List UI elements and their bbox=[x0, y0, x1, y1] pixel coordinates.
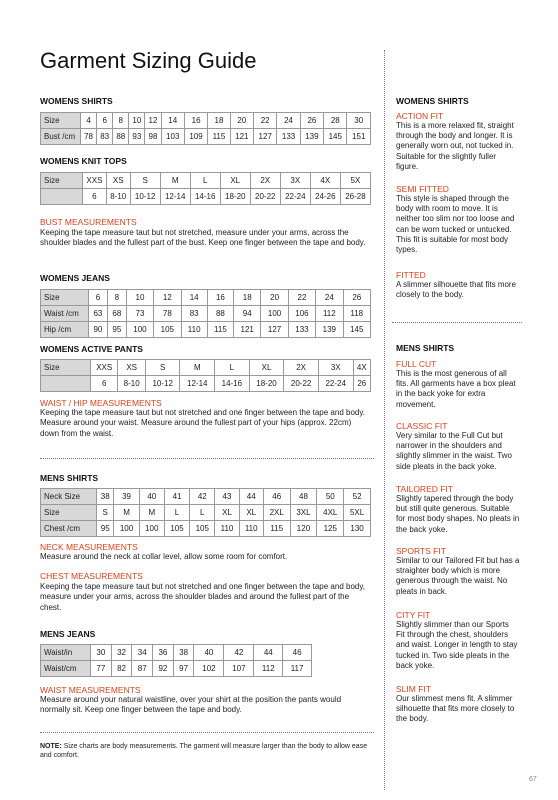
fit-text: Slightly tapered through the body but still quite generous. Suitable for most body shapes. No pleats in the back yoke. bbox=[396, 494, 520, 534]
row-label: Waist /cm bbox=[41, 306, 89, 322]
table-cell: 38 bbox=[97, 489, 114, 505]
right-womens-heading: WOMENS SHIRTS bbox=[396, 96, 469, 106]
fit-name: FITTED bbox=[396, 270, 426, 280]
table-cell: 20-22 bbox=[250, 189, 280, 205]
page-title: Garment Sizing Guide bbox=[40, 48, 257, 73]
table-cell: 10 bbox=[129, 113, 145, 129]
table-cell: 100 bbox=[261, 306, 288, 322]
table-cell: 14-16 bbox=[215, 376, 250, 392]
table-cell: 105 bbox=[190, 521, 215, 537]
table-cell: 8-10 bbox=[118, 376, 145, 392]
womens-knit-heading: WOMENS KNIT TOPS bbox=[40, 156, 127, 166]
table-cell: 14 bbox=[161, 113, 184, 129]
womens-shirts-table bbox=[40, 112, 371, 145]
womens-active-table bbox=[40, 359, 371, 392]
fit-description bbox=[396, 184, 520, 255]
table-cell: 100 bbox=[126, 322, 153, 338]
table-cell: 3XL bbox=[290, 505, 317, 521]
fit-name: ACTION FIT bbox=[396, 111, 444, 121]
table-cell: 82 bbox=[111, 661, 132, 677]
waist-measurements-heading: WAIST MEASUREMENTS bbox=[40, 685, 141, 695]
bust-measurements-text: Keeping the tape measure taut but not stretched, measure under your arms, across the shoulder blades and the fullest part of the bust. Keep one finger between the tape and body. bbox=[40, 228, 366, 248]
table-row bbox=[41, 306, 371, 322]
table-cell: 73 bbox=[126, 306, 153, 322]
bust-measurements-heading: BUST MEASUREMENTS bbox=[40, 217, 137, 227]
table-cell: 102 bbox=[194, 661, 224, 677]
table-cell: XXS bbox=[83, 173, 107, 189]
row-label: Chest /cm bbox=[41, 521, 97, 537]
row-label bbox=[41, 189, 83, 205]
fit-text: Very similar to the Full Cut but narrower in the shoulders and slightly slimmer in the waist. Two side pleats in the back yoke. bbox=[396, 431, 512, 471]
table-cell: 50 bbox=[317, 489, 344, 505]
table-cell: 16 bbox=[184, 113, 207, 129]
row-label: Neck Size bbox=[41, 489, 97, 505]
table-cell: 145 bbox=[324, 129, 347, 145]
womens-jeans-table bbox=[40, 289, 371, 338]
table-cell: 6 bbox=[91, 376, 118, 392]
table-cell: XL bbox=[215, 505, 239, 521]
table-cell: 95 bbox=[107, 322, 126, 338]
chest-measurements-heading: CHEST MEASUREMENTS bbox=[40, 571, 143, 581]
waist-hip-text: Keeping the tape measure taut but not stretched and one finger between the tape and body. Measure around your waist. Measure around the fullest part of your hips (approx. 22cm) down from the waist. bbox=[40, 408, 365, 438]
womens-jeans-heading: WOMENS JEANS bbox=[40, 273, 110, 283]
table-cell: 16 bbox=[207, 290, 233, 306]
row-label: Waist/in bbox=[41, 645, 91, 661]
row-label: Size bbox=[41, 113, 81, 129]
table-cell: 18-20 bbox=[249, 376, 284, 392]
table-cell: 78 bbox=[81, 129, 97, 145]
table-cell: 20 bbox=[230, 113, 253, 129]
table-cell: 125 bbox=[317, 521, 344, 537]
table-cell: 8-10 bbox=[106, 189, 130, 205]
table-cell: 4X bbox=[310, 173, 340, 189]
table-cell: 121 bbox=[230, 129, 253, 145]
table-cell: 6 bbox=[89, 290, 108, 306]
table-cell: 120 bbox=[290, 521, 317, 537]
table-row bbox=[41, 290, 371, 306]
table-cell: 105 bbox=[164, 521, 189, 537]
right-section-divider bbox=[392, 322, 522, 323]
table-cell: 38 bbox=[173, 645, 194, 661]
table-cell: 18 bbox=[234, 290, 261, 306]
right-mens-heading: MENS SHIRTS bbox=[396, 343, 455, 353]
waist-measurements-text: Measure around your natural waistline, over your shirt at the position the pants would normally sit. Keep one finger between the tape and body. bbox=[40, 695, 342, 715]
table-row bbox=[41, 489, 371, 505]
table-cell: 94 bbox=[234, 306, 261, 322]
table-cell: 127 bbox=[254, 129, 277, 145]
table-cell: 92 bbox=[153, 661, 174, 677]
table-cell: 4X bbox=[353, 360, 370, 376]
table-cell: 24-26 bbox=[310, 189, 340, 205]
womens-shirts-heading: WOMENS SHIRTS bbox=[40, 96, 113, 106]
table-cell: 12 bbox=[145, 113, 161, 129]
table-cell: 14 bbox=[181, 290, 207, 306]
table-cell: 110 bbox=[239, 521, 263, 537]
table-cell: M bbox=[180, 360, 215, 376]
table-cell: 30 bbox=[347, 113, 371, 129]
fit-description bbox=[396, 610, 520, 671]
table-cell: XL bbox=[249, 360, 284, 376]
table-cell: 26-28 bbox=[340, 189, 370, 205]
table-cell: 127 bbox=[261, 322, 288, 338]
table-row bbox=[41, 645, 312, 661]
fit-description bbox=[396, 359, 520, 410]
table-cell: 2XL bbox=[263, 505, 290, 521]
table-row bbox=[41, 322, 371, 338]
table-cell: 42 bbox=[190, 489, 215, 505]
table-cell: 4 bbox=[81, 113, 97, 129]
fit-name: SEMI FITTED bbox=[396, 184, 449, 194]
table-cell: 12-14 bbox=[160, 189, 190, 205]
table-cell: 112 bbox=[254, 661, 283, 677]
table-cell: 20-22 bbox=[284, 376, 319, 392]
table-cell: 44 bbox=[239, 489, 263, 505]
table-cell: M bbox=[160, 173, 190, 189]
table-cell: 115 bbox=[207, 322, 233, 338]
table-cell: 109 bbox=[184, 129, 207, 145]
table-cell: 100 bbox=[114, 521, 139, 537]
table-cell: 22-24 bbox=[318, 376, 353, 392]
table-cell: 100 bbox=[139, 521, 164, 537]
table-cell: 32 bbox=[111, 645, 132, 661]
table-cell: 118 bbox=[343, 306, 370, 322]
table-cell: 87 bbox=[132, 661, 153, 677]
table-cell: 40 bbox=[194, 645, 224, 661]
fit-name: SLIM FIT bbox=[396, 684, 431, 694]
table-cell: 48 bbox=[290, 489, 317, 505]
table-cell: 3X bbox=[318, 360, 353, 376]
row-label: Waist/cm bbox=[41, 661, 91, 677]
table-cell: 133 bbox=[288, 322, 315, 338]
table-cell: 133 bbox=[277, 129, 300, 145]
fit-name: TAILORED FIT bbox=[396, 484, 453, 494]
fit-text: This is a more relaxed fit, straight through the body and longer. It is generally worn out, not tucked in. Suitable for the slightly fuller figure. bbox=[396, 121, 514, 171]
table-row bbox=[41, 661, 312, 677]
table-row bbox=[41, 113, 371, 129]
section-divider bbox=[40, 458, 374, 459]
table-cell: 30 bbox=[91, 645, 112, 661]
page-number: 67 bbox=[529, 776, 537, 783]
fit-text: A slimmer silhouette that fits more closely to the body. bbox=[396, 280, 517, 300]
note-text: Size charts are body measurements. The garment will measure larger than the body to allow ease and comfort. bbox=[40, 743, 368, 759]
table-cell: 90 bbox=[89, 322, 108, 338]
fit-text: This style is shaped through the body with room to move. It is neither too slim nor too loose and can be worn tucked or untucked. This fit is suitable for most body types. bbox=[396, 194, 515, 255]
note bbox=[40, 742, 370, 760]
fit-description bbox=[396, 684, 520, 725]
table-cell: XXS bbox=[91, 360, 118, 376]
table-cell: L bbox=[190, 173, 220, 189]
fit-description bbox=[396, 111, 520, 172]
table-cell: S bbox=[130, 173, 160, 189]
table-cell: 36 bbox=[153, 645, 174, 661]
table-cell: S bbox=[97, 505, 114, 521]
table-cell: 43 bbox=[215, 489, 239, 505]
table-cell: 63 bbox=[89, 306, 108, 322]
table-cell: 46 bbox=[263, 489, 290, 505]
fit-name: CITY FIT bbox=[396, 610, 431, 620]
table-cell: 115 bbox=[263, 521, 290, 537]
table-cell: 26 bbox=[353, 376, 370, 392]
table-cell: 22-24 bbox=[280, 189, 310, 205]
table-cell: L bbox=[215, 360, 250, 376]
table-cell: 106 bbox=[288, 306, 315, 322]
table-cell: M bbox=[139, 505, 164, 521]
table-cell: 24 bbox=[316, 290, 343, 306]
table-cell: 93 bbox=[129, 129, 145, 145]
table-cell: 145 bbox=[343, 322, 370, 338]
table-cell: 28 bbox=[324, 113, 347, 129]
table-cell: 98 bbox=[145, 129, 161, 145]
row-label: Hip /cm bbox=[41, 322, 89, 338]
fit-description bbox=[396, 270, 520, 300]
table-cell: 2X bbox=[250, 173, 280, 189]
table-row bbox=[41, 376, 371, 392]
neck-measurements-heading: NECK MEASUREMENTS bbox=[40, 542, 138, 552]
table-cell: 2X bbox=[284, 360, 319, 376]
table-row bbox=[41, 505, 371, 521]
table-cell: 12 bbox=[154, 290, 181, 306]
table-cell: 5XL bbox=[344, 505, 371, 521]
mens-shirts-heading: MENS SHIRTS bbox=[40, 473, 99, 483]
chest-measurements-text: Keeping the tape measure taut but not stretched and one finger between the tape and body, measure under your arms, across the shoulder blades and around the fullest part of the chest. bbox=[40, 582, 365, 612]
note-divider bbox=[40, 732, 374, 733]
table-cell: 20 bbox=[261, 290, 288, 306]
table-cell: 107 bbox=[224, 661, 254, 677]
fit-description bbox=[396, 421, 520, 472]
table-cell: 77 bbox=[91, 661, 112, 677]
womens-knit-table bbox=[40, 172, 371, 205]
table-cell: 110 bbox=[181, 322, 207, 338]
table-cell: 40 bbox=[139, 489, 164, 505]
mens-jeans-table bbox=[40, 644, 312, 677]
table-cell: 44 bbox=[254, 645, 283, 661]
fit-text: Slightly slimmer than our Sports Fit through the chest, shoulders and waist. Longer in length to stay tucked in. Two side pleats in the back yoke. bbox=[396, 620, 518, 670]
table-cell: 139 bbox=[300, 129, 323, 145]
table-row bbox=[41, 521, 371, 537]
table-cell: 18-20 bbox=[220, 189, 250, 205]
table-cell: 110 bbox=[215, 521, 239, 537]
fit-text: Similar to our Tailored Fit but has a straighter body which is more generous through the waist. No pleats in back. bbox=[396, 556, 520, 596]
table-cell: 5X bbox=[340, 173, 370, 189]
fit-text: This is the most generous of all fits. All garments have a box pleat in the back yoke for extra movement. bbox=[396, 369, 516, 409]
fit-description bbox=[396, 484, 520, 535]
table-cell: M bbox=[114, 505, 139, 521]
table-row bbox=[41, 173, 371, 189]
table-cell: 6 bbox=[97, 113, 113, 129]
table-cell: 97 bbox=[173, 661, 194, 677]
table-cell: L bbox=[190, 505, 215, 521]
table-cell: 12-14 bbox=[180, 376, 215, 392]
table-cell: 46 bbox=[283, 645, 312, 661]
table-cell: 52 bbox=[344, 489, 371, 505]
table-cell: 139 bbox=[316, 322, 343, 338]
table-cell: XL bbox=[239, 505, 263, 521]
table-cell: 103 bbox=[161, 129, 184, 145]
row-label: Size bbox=[41, 173, 83, 189]
table-cell: 10 bbox=[126, 290, 153, 306]
fit-name: SPORTS FIT bbox=[396, 546, 446, 556]
table-cell: XS bbox=[118, 360, 145, 376]
fit-text: Our slimmest mens fit. A slimmer silhouette that fits more closely to the body. bbox=[396, 694, 515, 724]
table-cell: 10-12 bbox=[130, 189, 160, 205]
row-label: Size bbox=[41, 505, 97, 521]
column-divider bbox=[384, 50, 385, 790]
table-row bbox=[41, 360, 371, 376]
table-cell: 88 bbox=[207, 306, 233, 322]
table-cell: 39 bbox=[114, 489, 139, 505]
table-cell: 105 bbox=[154, 322, 181, 338]
table-cell: 3X bbox=[280, 173, 310, 189]
table-cell: 41 bbox=[164, 489, 189, 505]
table-cell: 10-12 bbox=[145, 376, 180, 392]
table-cell: 8 bbox=[107, 290, 126, 306]
table-cell: L bbox=[164, 505, 189, 521]
row-label: Bust /cm bbox=[41, 129, 81, 145]
table-cell: 130 bbox=[344, 521, 371, 537]
table-cell: XS bbox=[106, 173, 130, 189]
mens-jeans-heading: MENS JEANS bbox=[40, 629, 96, 639]
table-cell: 78 bbox=[154, 306, 181, 322]
table-cell: 121 bbox=[234, 322, 261, 338]
fit-description bbox=[396, 546, 520, 597]
row-label bbox=[41, 376, 91, 392]
table-cell: 26 bbox=[343, 290, 370, 306]
waist-hip-heading: WAIST / HIP MEASUREMENTS bbox=[40, 398, 162, 408]
table-cell: 112 bbox=[316, 306, 343, 322]
table-cell: 6 bbox=[83, 189, 107, 205]
table-row bbox=[41, 189, 371, 205]
table-cell: 18 bbox=[208, 113, 230, 129]
table-cell: 34 bbox=[132, 645, 153, 661]
note-label: NOTE: bbox=[40, 743, 62, 750]
fit-name: CLASSIC FIT bbox=[396, 421, 448, 431]
table-cell: 95 bbox=[97, 521, 114, 537]
table-cell: 24 bbox=[277, 113, 300, 129]
table-cell: 8 bbox=[113, 113, 129, 129]
table-cell: 22 bbox=[288, 290, 315, 306]
table-cell: 115 bbox=[208, 129, 230, 145]
neck-measurements-text: Measure around the neck at collar level, allow some room for comfort. bbox=[40, 552, 288, 561]
table-cell: 26 bbox=[300, 113, 323, 129]
mens-shirts-table bbox=[40, 488, 371, 537]
table-row bbox=[41, 129, 371, 145]
table-cell: 83 bbox=[181, 306, 207, 322]
womens-active-heading: WOMENS ACTIVE PANTS bbox=[40, 344, 143, 354]
table-cell: XL bbox=[220, 173, 250, 189]
table-cell: 22 bbox=[254, 113, 277, 129]
table-cell: 88 bbox=[113, 129, 129, 145]
table-cell: 4XL bbox=[317, 505, 344, 521]
table-cell: 42 bbox=[224, 645, 254, 661]
row-label: Size bbox=[41, 290, 89, 306]
fit-name: FULL CUT bbox=[396, 359, 437, 369]
table-cell: 14-16 bbox=[190, 189, 220, 205]
table-cell: S bbox=[145, 360, 180, 376]
table-cell: 68 bbox=[107, 306, 126, 322]
row-label: Size bbox=[41, 360, 91, 376]
table-cell: 117 bbox=[283, 661, 312, 677]
table-cell: 151 bbox=[347, 129, 371, 145]
table-cell: 83 bbox=[97, 129, 113, 145]
